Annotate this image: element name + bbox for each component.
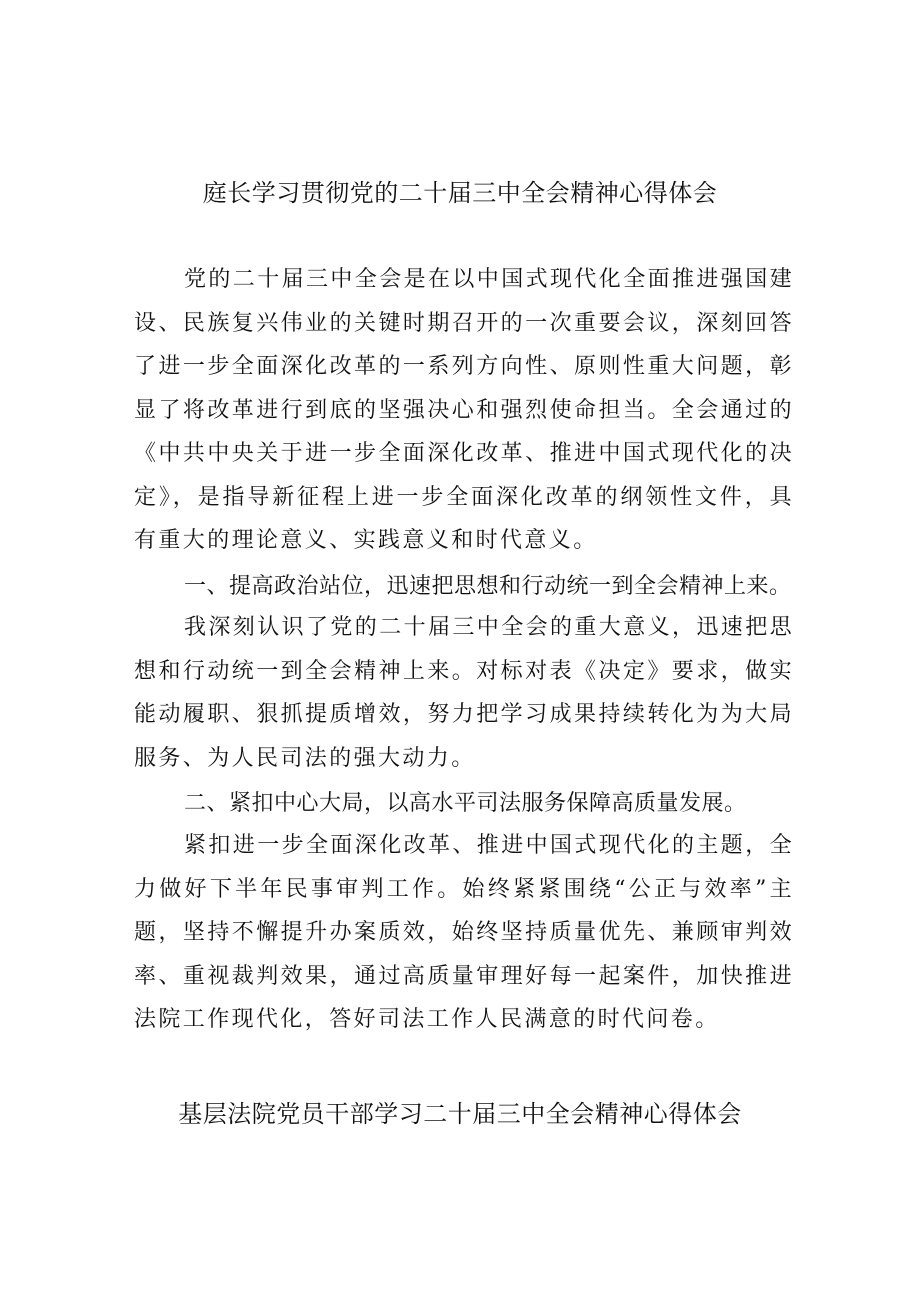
section-2-body: 紧扣进一步全面深化改革、推进中国式现代化的主题，全力做好下半年民事审判工作。始终紧紧围绕“公正与效率”主题，坚持不懈提升办案质效，始终坚持质量优先、兼顾审判效率、重视裁判效果，通过高质量审理好每一起案件，加快推进法院工作现代化，答好司法工作人民满意的时代问卷。 [134, 833, 795, 1032]
section-2-heading: 二、紧扣中心大局，以高水平司法服务保障高质量发展。 [184, 791, 747, 816]
intro-paragraph: 党的二十届三中全会是在以中国式现代化全面推进强国建设、民族复兴伟业的关键时期召开的一次重要会议，深刻回答了进一步全面深化改革的一系列方向性、原则性重大问题，彰显了将改革进行到底的坚强决心和强烈使命担当。全会通过的《中共中央关于进一步全面深化改革、推进中国式现代化的决定》，是指导新征程上进一步全面深化改革的纲领性文件，具有重大的理论意义、实践意义和时代意义。 [134, 267, 795, 553]
second-document-title: 基层法院党员干部学习二十届三中全会精神心得体会 [178, 1100, 742, 1128]
section-1-body: 我深刻认识了党的二十届三中全会的重大意义，迅速把思想和行动统一到全会精神上来。对标对表《决定》要求，做实能动履职、狠抓提质增效，努力把学习成果持续转化为为大局服务、为人民司法的强大动力。 [134, 615, 795, 771]
section-1-heading: 一、提高政治站位，迅速把思想和行动统一到全会精神上来。 [184, 574, 792, 599]
document-title: 庭长学习贯彻党的二十届三中全会精神心得体会 [202, 179, 718, 207]
